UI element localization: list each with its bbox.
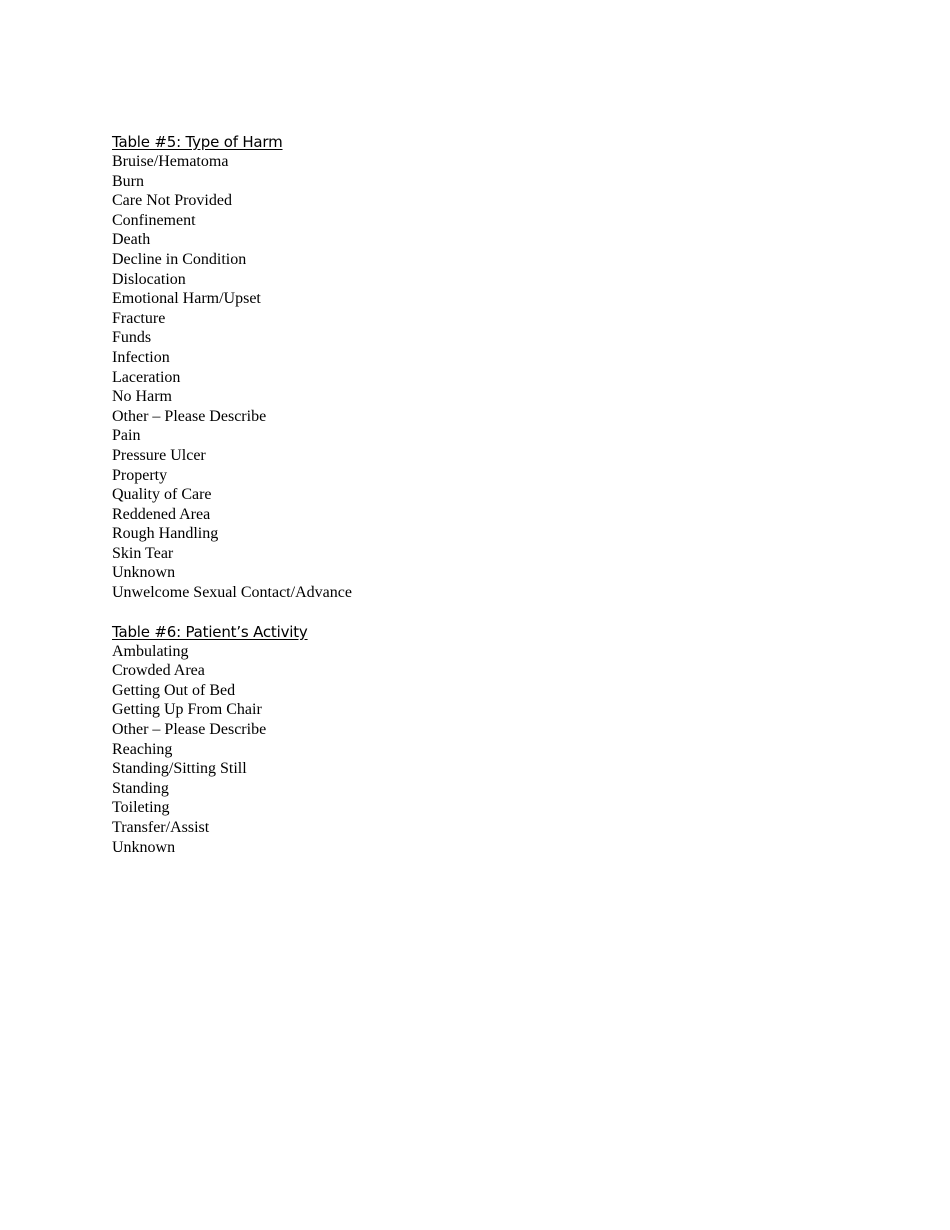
- section-heading: Table #6: Patient’s Activity: [112, 622, 308, 641]
- list-item: Toileting: [112, 799, 170, 817]
- list-item: Transfer/Assist: [112, 819, 210, 836]
- list-item: Rough Handling: [112, 525, 219, 543]
- list-item: Standing/Sitting Still: [112, 760, 247, 778]
- list-item: Funds: [112, 329, 152, 347]
- list-item: No Harm: [112, 388, 172, 406]
- list-item: Reaching: [112, 740, 173, 758]
- list-item: Infection: [112, 348, 170, 366]
- list-item: Death: [112, 231, 151, 249]
- list-item: Burn: [112, 172, 144, 190]
- document-page: [112, 132, 872, 876]
- list-item: Unknown: [112, 564, 176, 582]
- list-item: Care Not Provided: [112, 192, 232, 210]
- list-item: Crowded Area: [112, 662, 205, 680]
- list-item: Bruise/Hematoma: [112, 153, 229, 170]
- list-item: Property: [112, 466, 168, 484]
- list-item: Emotional Harm/Upset: [112, 290, 261, 308]
- list-item: Decline in Condition: [112, 250, 247, 268]
- list-item: Pressure Ulcer: [112, 446, 206, 464]
- list-item: Other – Please Describe: [112, 721, 267, 739]
- list-item: Other – Please Describe: [112, 407, 267, 425]
- table-5-type-of-harm: [112, 132, 872, 603]
- list-item: Reddened Area: [112, 505, 211, 523]
- list-item: Ambulating: [112, 642, 189, 660]
- list-item: Skin Tear: [112, 544, 174, 562]
- list-item: Laceration: [112, 368, 181, 386]
- table-6-patients-activity: [112, 622, 872, 858]
- list-item: Dislocation: [112, 270, 186, 288]
- list-item: Fracture: [112, 309, 166, 327]
- list-item: Unknown: [112, 838, 176, 856]
- list-item: Confinement: [112, 211, 196, 229]
- list-item: Unwelcome Sexual Contact/Advance: [112, 584, 352, 602]
- patient-activity-list: [112, 642, 872, 858]
- harm-type-list: [112, 152, 872, 603]
- list-item: Getting Out of Bed: [112, 681, 236, 699]
- list-item: Pain: [112, 427, 141, 445]
- list-item: Getting Up From Chair: [112, 701, 262, 719]
- section-heading: Table #5: Type of Harm: [112, 133, 283, 151]
- list-item: Standing: [112, 779, 169, 797]
- list-item: Quality of Care: [112, 486, 212, 504]
